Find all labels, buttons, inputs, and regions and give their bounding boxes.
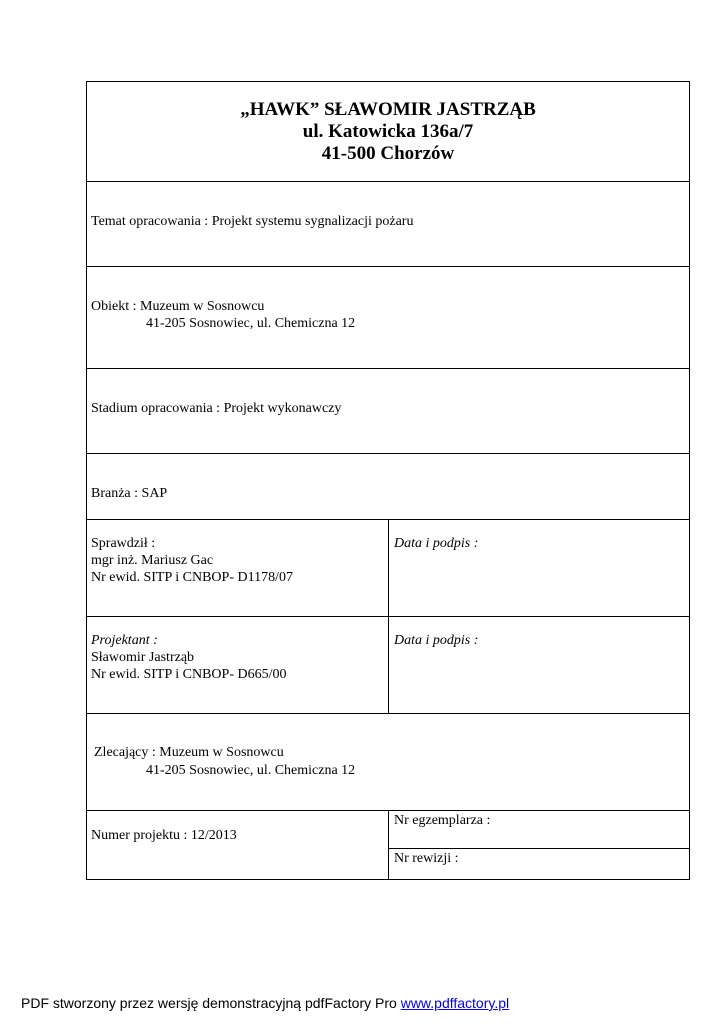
projektant-nr: Nr ewid. SITP i CNBOP- D665/00: [91, 667, 287, 682]
projektant-data-podpis: Data i podpis :: [394, 633, 479, 648]
numer-divider: [388, 848, 690, 849]
company-city: 41-500 Chorzów: [321, 143, 455, 164]
footer-link[interactable]: www.pdffactory.pl: [400, 995, 510, 1011]
sprawdzil-data-podpis: Data i podpis :: [394, 536, 479, 551]
company-header: [87, 99, 689, 165]
numer-projektu: Numer projektu : 12/2013: [91, 828, 237, 843]
nr-rewizji: Nr rewizji :: [394, 851, 459, 866]
company-name: „HAWK” SŁAWOMIR JASTRZĄB: [240, 99, 536, 120]
obiekt-line1: Obiekt : Muzeum w Sosnowcu: [91, 299, 265, 314]
projektant-label: Projektant :: [91, 633, 158, 648]
sprawdzil-name: mgr inż. Mariusz Gac: [91, 553, 214, 568]
branza-text: Branża : SAP: [91, 486, 168, 501]
sprawdzil-nr: Nr ewid. SITP i CNBOP- D1178/07: [91, 570, 293, 585]
obiekt-row: [87, 267, 689, 369]
zlecajacy-line1: Zlecający : Muzeum w Sosnowcu: [94, 745, 284, 760]
sprawdzil-label: Sprawdził :: [91, 536, 156, 551]
zlecajacy-row: [87, 714, 689, 811]
pdf-footer: [21, 995, 509, 1011]
company-street: ul. Katowicka 136a/7: [302, 121, 474, 142]
temat-text: Temat opracowania : Projekt systemu sygnalizacji pożaru: [91, 214, 414, 229]
signature-column-divider: [388, 520, 389, 714]
temat-row: [87, 182, 689, 267]
numer-column-divider: [388, 811, 389, 879]
stadium-text: Stadium opracowania : Projekt wykonawczy: [91, 401, 342, 416]
projektant-name: Sławomir Jastrząb: [91, 650, 195, 665]
zlecajacy-address: 41-205 Sosnowiec, ul. Chemiczna 12: [146, 763, 356, 778]
nr-egzemplarza: Nr egzemplarza :: [394, 813, 491, 828]
branza-row: [87, 454, 689, 520]
footer-text: PDF stworzony przez wersję demonstracyjną pdfFactory Pro: [21, 995, 401, 1011]
title-page-table: [86, 81, 690, 880]
obiekt-address: 41-205 Sosnowiec, ul. Chemiczna 12: [146, 316, 356, 331]
stadium-row: [87, 369, 689, 454]
company-header-row: [87, 82, 689, 182]
